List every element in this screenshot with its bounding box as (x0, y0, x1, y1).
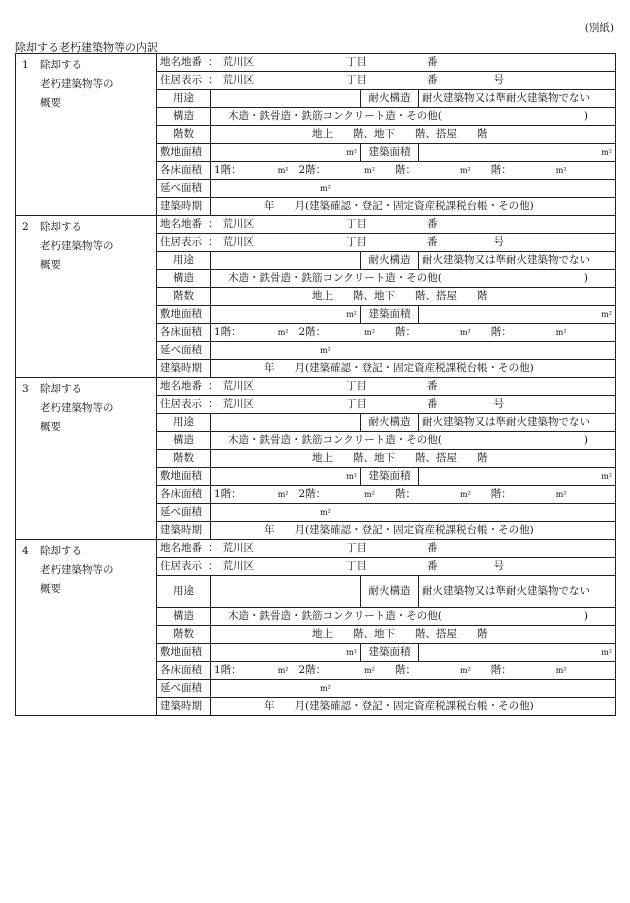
label-jiki: 建築時期 (160, 362, 202, 374)
yuka-value[interactable] (211, 662, 616, 680)
label-kenchiku: 建築面積 (368, 146, 411, 158)
label-chimei: 地名地番 (160, 56, 202, 68)
label-kozo_close: ) (583, 272, 588, 284)
label-m2: m² (555, 328, 567, 337)
label-kenchiku: 建築面積 (368, 646, 411, 658)
label-tsuki: 月(建築確認・登記・固定資産税課税台帳・その他) (294, 524, 534, 536)
label-colon: ： (208, 218, 219, 230)
kenchiku-label (361, 644, 419, 662)
kozo-value[interactable] (211, 108, 616, 126)
nobe-value[interactable] (211, 680, 616, 698)
label-f1: 1階： (214, 164, 242, 176)
kaisu-value[interactable] (211, 126, 616, 144)
label-chimei: 地名地番 (160, 218, 202, 230)
label-kaisu: 階数 (173, 290, 194, 302)
label-chijo: 地上 (312, 452, 333, 464)
label-chome: 丁目 (346, 56, 367, 68)
chimei-cell (157, 540, 616, 558)
label-ward: 荒川区 (222, 236, 254, 248)
label-colon: ： (208, 74, 219, 86)
label-colon: ： (208, 380, 219, 392)
jiki-value[interactable] (211, 198, 616, 216)
kenchiku-value[interactable] (419, 144, 616, 162)
yuka-label (157, 486, 211, 504)
label-kai_chika: 階、地下 (353, 290, 395, 302)
label-m2: m² (346, 148, 357, 157)
label-kakuyuka: 各床面積 (160, 326, 202, 338)
label-taika: 耐火構造 (368, 416, 411, 428)
label-jiki: 建築時期 (160, 524, 202, 536)
label-nobe: 延べ面積 (160, 506, 202, 518)
yuka-label (157, 662, 211, 680)
kozo-value[interactable] (211, 608, 616, 626)
label-ward: 荒川区 (222, 218, 254, 230)
chimei-cell (157, 216, 616, 234)
group-line1: 除却する (40, 383, 82, 395)
yuka-value[interactable] (211, 162, 616, 180)
label-colon: ： (208, 398, 219, 410)
label-kozo_value: 木造・鉄骨造・鉄筋コンクリート造・その他( (228, 110, 442, 122)
chimei-cell (157, 378, 616, 396)
label-colon: ： (208, 236, 219, 248)
label-kakuyuka: 各床面積 (160, 664, 202, 676)
label-kakuyuka: 各床面積 (160, 488, 202, 500)
yoto-label (157, 252, 211, 270)
label-kai: 階 (477, 290, 488, 302)
document-title: 除却する老朽建築物等の内訳 (15, 41, 158, 54)
yoto-label (157, 90, 211, 108)
label-jiki: 建築時期 (160, 700, 202, 712)
label-m2: m² (459, 328, 471, 337)
group-cell (16, 378, 157, 540)
label-chome: 丁目 (346, 218, 367, 230)
group-number: 3 (22, 383, 29, 395)
label-ban: 番 (427, 542, 438, 554)
label-m2: m² (364, 490, 375, 499)
group-line1: 除却する (40, 59, 82, 71)
group-number: 1 (22, 59, 29, 71)
label-kenchiku: 建築面積 (368, 308, 411, 320)
label-nobe: 延べ面積 (160, 682, 202, 694)
label-kai: 階 (477, 452, 488, 464)
group-cell (16, 54, 157, 216)
label-kozo: 構造 (173, 610, 194, 622)
label-fk: 階： (490, 664, 512, 676)
label-ban: 番 (427, 380, 438, 392)
label-tsuki: 月(建築確認・登記・固定資産税課税台帳・その他) (294, 200, 534, 212)
label-m2: m² (601, 310, 612, 319)
label-m2: m² (320, 684, 331, 693)
yoto-value[interactable] (211, 576, 361, 608)
kaisu-value[interactable] (211, 288, 616, 306)
label-kaisu: 階数 (173, 628, 194, 640)
nobe-value[interactable] (211, 342, 616, 360)
jiki-value[interactable] (211, 522, 616, 540)
label-chome: 丁目 (346, 74, 367, 86)
label-kaisu: 階数 (173, 128, 194, 140)
label-nobe: 延べ面積 (160, 182, 202, 194)
group-number: 2 (22, 221, 29, 233)
nobe-label (157, 504, 211, 522)
label-ward: 荒川区 (222, 380, 254, 392)
group-line3: 概要 (40, 583, 61, 595)
label-kozo: 構造 (173, 272, 194, 284)
label-kozo: 構造 (173, 110, 194, 122)
label-kenchiku: 建築面積 (368, 470, 411, 482)
jiki-value[interactable] (211, 698, 616, 716)
label-fk: 階： (394, 164, 416, 176)
chimei-cell (157, 54, 616, 72)
label-kaisu: 階数 (173, 452, 194, 464)
label-kozo_value: 木造・鉄骨造・鉄筋コンクリート造・その他( (228, 272, 442, 284)
label-m2: m² (277, 166, 289, 175)
kozo-value[interactable] (211, 432, 616, 450)
label-chimei: 地名地番 (160, 542, 202, 554)
label-ward: 荒川区 (222, 560, 254, 572)
taika-label (361, 576, 419, 608)
label-m2: m² (555, 490, 567, 499)
label-kai: 階 (477, 128, 488, 140)
kozo-value[interactable] (211, 270, 616, 288)
label-nen: 年 (264, 362, 275, 374)
kaisu-value[interactable] (211, 450, 616, 468)
label-colon: ： (208, 56, 219, 68)
jiki-label (157, 198, 211, 216)
group-number: 4 (22, 545, 29, 557)
group-line3: 概要 (40, 97, 61, 109)
label-m2: m² (364, 166, 375, 175)
nobe-label (157, 342, 211, 360)
yuka-label (157, 162, 211, 180)
label-m2: m² (459, 666, 471, 675)
label-m2: m² (346, 648, 357, 657)
group-cell (16, 540, 157, 716)
shikichi-label (157, 468, 211, 486)
kaisu-label (157, 450, 211, 468)
kaisu-label (157, 288, 211, 306)
label-m2: m² (601, 648, 612, 657)
label-taika: 耐火構造 (368, 92, 411, 104)
jukyo-cell (157, 396, 616, 414)
taika-value[interactable]: 耐火建築物又は準耐火建築物でない (419, 576, 616, 608)
attachment-label: (別紙) (584, 22, 614, 34)
label-m2: m² (601, 148, 612, 157)
group-line3: 概要 (40, 259, 61, 271)
label-nen: 年 (264, 700, 275, 712)
shikichi-label (157, 644, 211, 662)
row-chimei (16, 216, 616, 234)
label-m2: m² (346, 472, 357, 481)
label-kai: 階 (477, 628, 488, 640)
label-kozo_close: ) (583, 110, 588, 122)
label-m2: m² (364, 328, 375, 337)
label-fk: 階： (394, 664, 416, 676)
label-kozo_close: ) (583, 434, 588, 446)
label-go: 号 (493, 236, 504, 248)
nobe-label (157, 180, 211, 198)
label-ban: 番 (427, 56, 438, 68)
label-m2: m² (320, 346, 331, 355)
label-ban: 番 (427, 398, 438, 410)
demolition-table (15, 53, 616, 716)
label-colon: ： (208, 542, 219, 554)
label-jukyo: 住居表示 (160, 74, 202, 86)
label-m2: m² (346, 310, 357, 319)
label-nen: 年 (264, 200, 275, 212)
label-tsuki: 月(建築確認・登記・固定資産税課税台帳・その他) (294, 700, 534, 712)
kenchiku-value[interactable] (419, 644, 616, 662)
kenchiku-label (361, 144, 419, 162)
label-fk: 階： (490, 164, 512, 176)
label-jukyo: 住居表示 (160, 236, 202, 248)
label-yoto: 用途 (173, 585, 194, 597)
yuka-label (157, 324, 211, 342)
label-ward: 荒川区 (222, 56, 254, 68)
shikichi-value[interactable] (211, 306, 361, 324)
label-m2: m² (364, 666, 375, 675)
label-f1: 1階： (214, 664, 242, 676)
row-chimei (16, 378, 616, 396)
label-go: 号 (493, 74, 504, 86)
nobe-label (157, 680, 211, 698)
group-line2: 老朽建築物等の (40, 564, 114, 576)
label-m2: m² (277, 328, 289, 337)
label-f1: 1階： (214, 326, 242, 338)
label-taika: 耐火構造 (368, 585, 411, 597)
label-kai_tokuya: 階、搭屋 (415, 452, 457, 464)
label-shikichi: 敷地面積 (160, 146, 202, 158)
group-line3: 概要 (40, 421, 61, 433)
label-ward: 荒川区 (222, 542, 254, 554)
label-shikichi: 敷地面積 (160, 308, 202, 320)
taika-value[interactable]: 耐火建築物又は準耐火建築物でない (419, 252, 616, 270)
label-kai_chika: 階、地下 (353, 628, 395, 640)
label-chijo: 地上 (312, 290, 333, 302)
group-line2: 老朽建築物等の (40, 240, 114, 252)
group-line1: 除却する (40, 221, 82, 233)
label-m2: m² (555, 666, 567, 675)
nobe-value[interactable] (211, 180, 616, 198)
yoto-value[interactable] (211, 90, 361, 108)
yuka-value[interactable] (211, 324, 616, 342)
label-chijo: 地上 (312, 628, 333, 640)
label-fk: 階： (394, 326, 416, 338)
label-chome: 丁目 (346, 542, 367, 554)
jiki-value[interactable] (211, 360, 616, 378)
group-line2: 老朽建築物等の (40, 402, 114, 414)
label-ban: 番 (427, 74, 438, 86)
label-yoto: 用途 (173, 254, 194, 266)
label-kakuyuka: 各床面積 (160, 164, 202, 176)
label-shikichi: 敷地面積 (160, 470, 202, 482)
label-fk: 階： (490, 326, 512, 338)
jiki-label (157, 522, 211, 540)
label-taika: 耐火構造 (368, 254, 411, 266)
label-ban: 番 (427, 560, 438, 572)
label-ward: 荒川区 (222, 74, 254, 86)
shikichi-value[interactable] (211, 468, 361, 486)
label-kozo_value: 木造・鉄骨造・鉄筋コンクリート造・その他( (228, 610, 442, 622)
kozo-label (157, 108, 211, 126)
label-chijo: 地上 (312, 128, 333, 140)
label-f2: 2階： (298, 664, 327, 676)
shikichi-value[interactable] (211, 144, 361, 162)
label-kai_tokuya: 階、搭屋 (415, 128, 457, 140)
label-kozo_close: ) (583, 610, 588, 622)
taika-label (361, 414, 419, 432)
label-ban: 番 (427, 218, 438, 230)
label-m2: m² (601, 472, 612, 481)
row-chimei (16, 54, 616, 72)
label-m2: m² (320, 184, 331, 193)
label-go: 号 (493, 560, 504, 572)
label-f2: 2階： (298, 164, 327, 176)
label-kozo_value: 木造・鉄骨造・鉄筋コンクリート造・その他( (228, 434, 442, 446)
kozo-label (157, 270, 211, 288)
taika-value[interactable]: 耐火建築物又は準耐火建築物でない (419, 414, 616, 432)
label-m2: m² (277, 666, 289, 675)
label-kai_tokuya: 階、搭屋 (415, 290, 457, 302)
label-fk: 階： (394, 488, 416, 500)
yuka-value[interactable] (211, 486, 616, 504)
taika-label (361, 90, 419, 108)
group-line1: 除却する (40, 545, 82, 557)
label-ban: 番 (427, 236, 438, 248)
nobe-value[interactable] (211, 504, 616, 522)
yoto-value[interactable] (211, 252, 361, 270)
label-kai_chika: 階、地下 (353, 128, 395, 140)
label-chome: 丁目 (346, 380, 367, 392)
kenchiku-value[interactable] (419, 468, 616, 486)
label-f2: 2階： (298, 488, 327, 500)
label-colon: ： (208, 560, 219, 572)
label-m2: m² (320, 508, 331, 517)
kaisu-value[interactable] (211, 626, 616, 644)
yoto-label (157, 414, 211, 432)
label-fk: 階： (490, 488, 512, 500)
shikichi-label (157, 306, 211, 324)
jukyo-cell (157, 558, 616, 576)
label-ward: 荒川区 (222, 398, 254, 410)
label-tsuki: 月(建築確認・登記・固定資産税課税台帳・その他) (294, 362, 534, 374)
label-f2: 2階： (298, 326, 327, 338)
label-chimei: 地名地番 (160, 380, 202, 392)
label-kozo: 構造 (173, 434, 194, 446)
jiki-label (157, 360, 211, 378)
kozo-label (157, 608, 211, 626)
kenchiku-label (361, 306, 419, 324)
label-yoto: 用途 (173, 92, 194, 104)
taika-value[interactable]: 耐火建築物又は準耐火建築物でない (419, 90, 616, 108)
taika-label (361, 252, 419, 270)
label-jukyo: 住居表示 (160, 398, 202, 410)
kenchiku-label (361, 468, 419, 486)
kenchiku-value[interactable] (419, 306, 616, 324)
jiki-label (157, 698, 211, 716)
label-jiki: 建築時期 (160, 200, 202, 212)
label-nobe: 延べ面積 (160, 344, 202, 356)
jukyo-cell (157, 234, 616, 252)
label-kai_chika: 階、地下 (353, 452, 395, 464)
label-m2: m² (459, 490, 471, 499)
shikichi-value[interactable] (211, 644, 361, 662)
yoto-label (157, 576, 211, 608)
label-kai_tokuya: 階、搭屋 (415, 628, 457, 640)
shikichi-label (157, 144, 211, 162)
label-jukyo: 住居表示 (160, 560, 202, 572)
label-nen: 年 (264, 524, 275, 536)
label-chome: 丁目 (346, 236, 367, 248)
kaisu-label (157, 626, 211, 644)
jukyo-cell (157, 72, 616, 90)
group-line2: 老朽建築物等の (40, 78, 114, 90)
yoto-value[interactable] (211, 414, 361, 432)
label-shikichi: 敷地面積 (160, 646, 202, 658)
label-m2: m² (459, 166, 471, 175)
label-chome: 丁目 (346, 398, 367, 410)
kozo-label (157, 432, 211, 450)
label-chome: 丁目 (346, 560, 367, 572)
label-f1: 1階： (214, 488, 242, 500)
row-chimei (16, 540, 616, 558)
label-yoto: 用途 (173, 416, 194, 428)
label-go: 号 (493, 398, 504, 410)
group-cell (16, 216, 157, 378)
kaisu-label (157, 126, 211, 144)
label-m2: m² (277, 490, 289, 499)
label-m2: m² (555, 166, 567, 175)
